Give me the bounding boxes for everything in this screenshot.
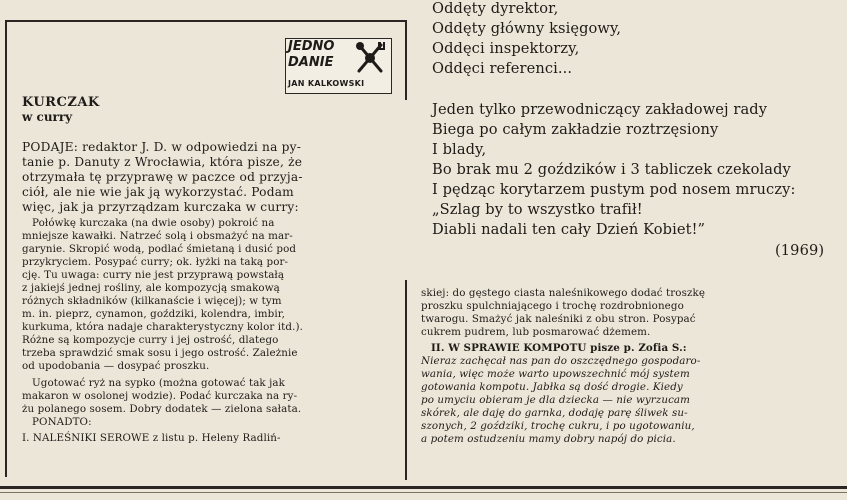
body-line: przykryciem. Posypać curry; ok. łyżki na taką por- xyxy=(22,256,289,268)
body-line: cję. Tu uwaga: curry nie jest przyprawą powstałą xyxy=(22,269,285,281)
intro-line: otrzymała tę przyprawę w paczce od przyja- xyxy=(22,170,303,184)
poem-line: Oddęci inspektorzy, xyxy=(432,40,580,57)
intro-line: tanie p. Danuty z Wrocławia, która pisze, że xyxy=(22,155,303,169)
intro-line: ciół, ale nie wie jak ją wykorzystać. Podam xyxy=(22,185,294,199)
body-line: różnych składników (kilkanaście i więcej); w tym xyxy=(22,295,282,307)
right-line: szonych, 2 goździki, trochę cukru, i po ugotowaniu, xyxy=(421,420,695,432)
page-bottom-rule xyxy=(0,486,847,489)
right-line: skórek, ale daję do garnka, dodaję parę śliwek su- xyxy=(421,407,688,419)
body-line: Połówkę kurczaka (na dwie osoby) pokroić na xyxy=(32,217,275,229)
poem-line: Oddęty główny księgowy, xyxy=(432,20,622,37)
poem-line: Jeden tylko przewodniczący zakładowej rady xyxy=(432,101,768,118)
body-line: PONADTO: xyxy=(32,416,92,428)
right-line: II. W SPRAWIE KOMPOTU pisze p. Zofia S.: xyxy=(431,342,687,354)
intro-line: więc, jak ja przyrządzam kurczaka w curry: xyxy=(22,200,299,214)
right-line: wania, więc może warto upowszechnić mój system xyxy=(421,368,690,380)
body-line: garynie. Skropić wodą, podlać śmietaną i dusić pod xyxy=(22,243,297,255)
poem-line: Diabli nadali ten cały Dzień Kobiet!” xyxy=(432,221,706,238)
body-line: z jakiejś jednej rośliny, ale kompozycją smakową xyxy=(22,282,280,294)
poem-line: Oddęty dyrektor, xyxy=(432,0,559,17)
column-logo xyxy=(285,38,392,94)
poem-line: Oddęci referenci... xyxy=(432,60,573,77)
right-line: po umyciu obieram je dla dziecka — nie wyrzucam xyxy=(421,394,691,406)
poem-year: (1969) xyxy=(775,242,825,259)
right-line: Nieraz zachęcał nas pan do oszczędnego gospodaro- xyxy=(421,355,701,367)
right-line: proszku spulchniającego i trochę rozdrobnionego xyxy=(421,300,684,312)
body-line: od upodobania — dosypać proszku. xyxy=(22,360,210,372)
right-line: skiej: do gęstego ciasta naleśnikowego dodać troszkę xyxy=(421,287,706,299)
column-divider xyxy=(405,280,407,480)
body-line: m. in. pieprz, cynamon, goździki, kolendra, imbir, xyxy=(22,308,286,320)
body-line: kurkuma, która nadaje charakterystyczny kolor itd.). xyxy=(22,321,303,333)
body-line: mniejsze kawałki. Natrzeć solą i obsmażyć na mar- xyxy=(22,230,293,242)
body-line: I. NALEŚNIKI SEROWE z listu p. Heleny Radliń- xyxy=(22,432,281,444)
body-line: żu polanego sosem. Dobry dodatek — zielona sałata. xyxy=(22,403,302,415)
poem-line: I blady, xyxy=(432,141,487,158)
right-line: a potem ostudzeniu mamy dobry napój do picia. xyxy=(421,433,676,445)
recipe-subtitle: w curry xyxy=(22,110,73,124)
box-divider xyxy=(405,20,407,100)
poem-line: Bo brak mu 2 goździków i 3 tabliczek czekolady xyxy=(432,161,791,178)
logo-author: JAN KALKOWSKI xyxy=(288,79,365,88)
body-line: Różne są kompozycje curry i jej ostrość, dlatego xyxy=(22,334,279,346)
right-line: cukrem pudrem, lub posmarować dżemem. xyxy=(421,326,651,338)
poem-line: „Szlag by to wszystko trafił! xyxy=(432,201,643,218)
poem-line: I pędząc korytarzem pustym pod nosem mruczy: xyxy=(432,181,796,198)
right-line: gotowania kompotu. Jabłka są dość drogie. Kiedy xyxy=(421,381,683,393)
logo-title-line1: JEDNO xyxy=(288,39,335,54)
page-bottom-rule-thin xyxy=(0,492,847,493)
poem-line: Biega po całym zakładzie roztrzęsiony xyxy=(432,121,719,138)
right-line: twarogu. Smażyć jak naleśniki z obu stron. Posypać xyxy=(421,313,696,325)
recipe-title: KURCZAK xyxy=(22,95,100,110)
logo-title xyxy=(288,39,358,71)
crossed-cutlery-icon xyxy=(354,41,386,75)
body-line: trzeba sprawdzić smak sosu i jego ostrość. Zależnie xyxy=(22,347,298,359)
body-line: Ugotować ryż na sypko (można gotować tak jak xyxy=(32,377,286,389)
body-line: makaron w osolonej wodzie). Podać kurczaka na ry- xyxy=(22,390,298,402)
logo-title-line2: DANIE xyxy=(288,55,334,70)
intro-line: PODAJE: redaktor J. D. w odpowiedzi na py- xyxy=(22,140,302,154)
